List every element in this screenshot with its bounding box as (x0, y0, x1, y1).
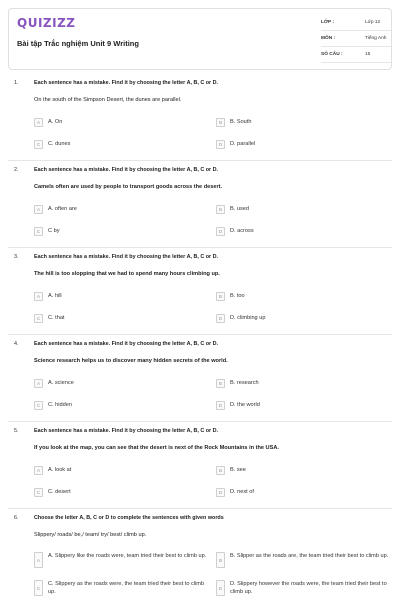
option-letter-box[interactable]: A (34, 552, 43, 568)
option-letter-box[interactable]: B (216, 466, 225, 475)
option-text: D. next of (230, 489, 254, 495)
meta-value: 15 (365, 52, 371, 57)
question-sentence: If you look at the map, you can see that the desert is next of the Rock Mountains in the USA. (34, 445, 279, 451)
option-text: C. desert (48, 489, 71, 495)
quizizz-logo: QUIZIZZ (17, 16, 76, 30)
option-letter-box[interactable]: D (216, 314, 225, 323)
question-prompt: Choose the letter A, B, C or D to complete the sentences with given words (34, 515, 224, 521)
meta-row-class (321, 15, 391, 31)
worksheet-header (8, 8, 392, 70)
meta-key: MÔN : (321, 36, 336, 41)
option-text: D. the world (230, 402, 260, 408)
question-divider (8, 160, 392, 161)
meta-key: LỚP : (321, 20, 335, 25)
option-letter-box[interactable]: A (34, 118, 43, 127)
option-text: B. South (230, 119, 252, 125)
option-text: C. dunes (48, 141, 71, 147)
question-prompt: Each sentence has a mistake. Find it by choosing the letter A, B, C or D. (34, 254, 219, 260)
meta-value: Lớp 12 (365, 20, 381, 25)
option-text: A. hill (48, 293, 62, 299)
question-prompt: Each sentence has a mistake. Find it by choosing the letter A, B, C or D. (34, 428, 219, 434)
option-text: D. Slippery however the roads were, the team tried their best to climb up. (230, 581, 387, 595)
option-text: B. research (230, 380, 259, 386)
option-text: D. across (230, 228, 254, 234)
option-text: C. that (48, 315, 65, 321)
meta-row-count (321, 47, 391, 63)
meta-value: Tiếng Anh (365, 36, 387, 41)
option-text: A. science (48, 380, 74, 386)
worksheet-meta (321, 15, 391, 63)
option-letter-box[interactable]: B (216, 205, 225, 214)
option-text: A. look at (48, 467, 72, 473)
question-sentence: The hill is too slopping that we had to spend many hours climbing up. (34, 271, 220, 277)
question-sentence: Slippery/ roads/ be,/ team/ try/ best/ climb up. (34, 532, 147, 538)
question-sentence: Science research helps us to discover many hidden secrets of the world. (34, 358, 228, 364)
option-letter-box[interactable]: A (34, 292, 43, 301)
option-letter-box[interactable]: D (216, 488, 225, 497)
option-letter-box[interactable]: D (216, 580, 225, 596)
option-letter-box[interactable]: B (216, 552, 225, 568)
question-number: 6. (14, 515, 19, 521)
meta-key: SỐ CÂU : (321, 52, 343, 57)
option-letter-box[interactable]: C (34, 314, 43, 323)
option-text: D. climbing up (230, 315, 266, 321)
question-number: 5. (14, 428, 19, 434)
option-text: A. On (48, 119, 63, 125)
option-text: D. parallel (230, 141, 256, 147)
option-text: C. Slippery as the roads were, the team tried their best to climb up. (48, 581, 205, 595)
question-number: 4. (14, 341, 19, 347)
option-letter-box[interactable]: D (216, 227, 225, 236)
option-letter-box[interactable]: D (216, 401, 225, 410)
question-prompt: Each sentence has a mistake. Find it by choosing the letter A, B, C or D. (34, 167, 219, 173)
option-text: B. used (230, 206, 249, 212)
question-divider (8, 334, 392, 335)
question-number: 1. (14, 80, 19, 86)
option-text: B. see (230, 467, 246, 473)
option-letter-box[interactable]: B (216, 379, 225, 388)
option-letter-box[interactable]: C (34, 401, 43, 410)
option-text: C. hidden (48, 402, 72, 408)
meta-row-subject (321, 31, 391, 47)
option-letter-box[interactable]: A (34, 379, 43, 388)
option-letter-box[interactable]: A (34, 466, 43, 475)
option-text: A. often are (48, 206, 77, 212)
option-letter-box[interactable]: C (34, 580, 43, 596)
question-divider (8, 421, 392, 422)
option-letter-box[interactable]: C (34, 227, 43, 236)
option-text: A. Slippery like the roads were, team tried their best to climb up. (48, 553, 207, 559)
option-text: C by (48, 228, 60, 234)
option-letter-box[interactable]: A (34, 205, 43, 214)
question-number: 3. (14, 254, 19, 260)
option-text: B. Slipper as the roads are, the team tried their best to climb up. (230, 553, 389, 559)
question-sentence: Camels often are used by people to transport goods across the desert. (34, 184, 223, 190)
option-letter-box[interactable]: C (34, 488, 43, 497)
question-number: 2. (14, 167, 19, 173)
option-text: B. too (230, 293, 245, 299)
option-letter-box[interactable]: B (216, 292, 225, 301)
question-prompt: Each sentence has a mistake. Find it by choosing the letter A, B, C or D. (34, 341, 219, 347)
question-sentence: On the south of the Simpson Desert, the dunes are parallel. (34, 97, 182, 103)
question-divider (8, 247, 392, 248)
question-prompt: Each sentence has a mistake. Find it by choosing the letter A, B, C or D. (34, 80, 219, 86)
option-letter-box[interactable]: B (216, 118, 225, 127)
question-divider (8, 508, 392, 509)
worksheet-title: Bài tập Trắc nghiệm Unit 9 Writing (17, 39, 139, 48)
option-letter-box[interactable]: D (216, 140, 225, 149)
option-letter-box[interactable]: C (34, 140, 43, 149)
